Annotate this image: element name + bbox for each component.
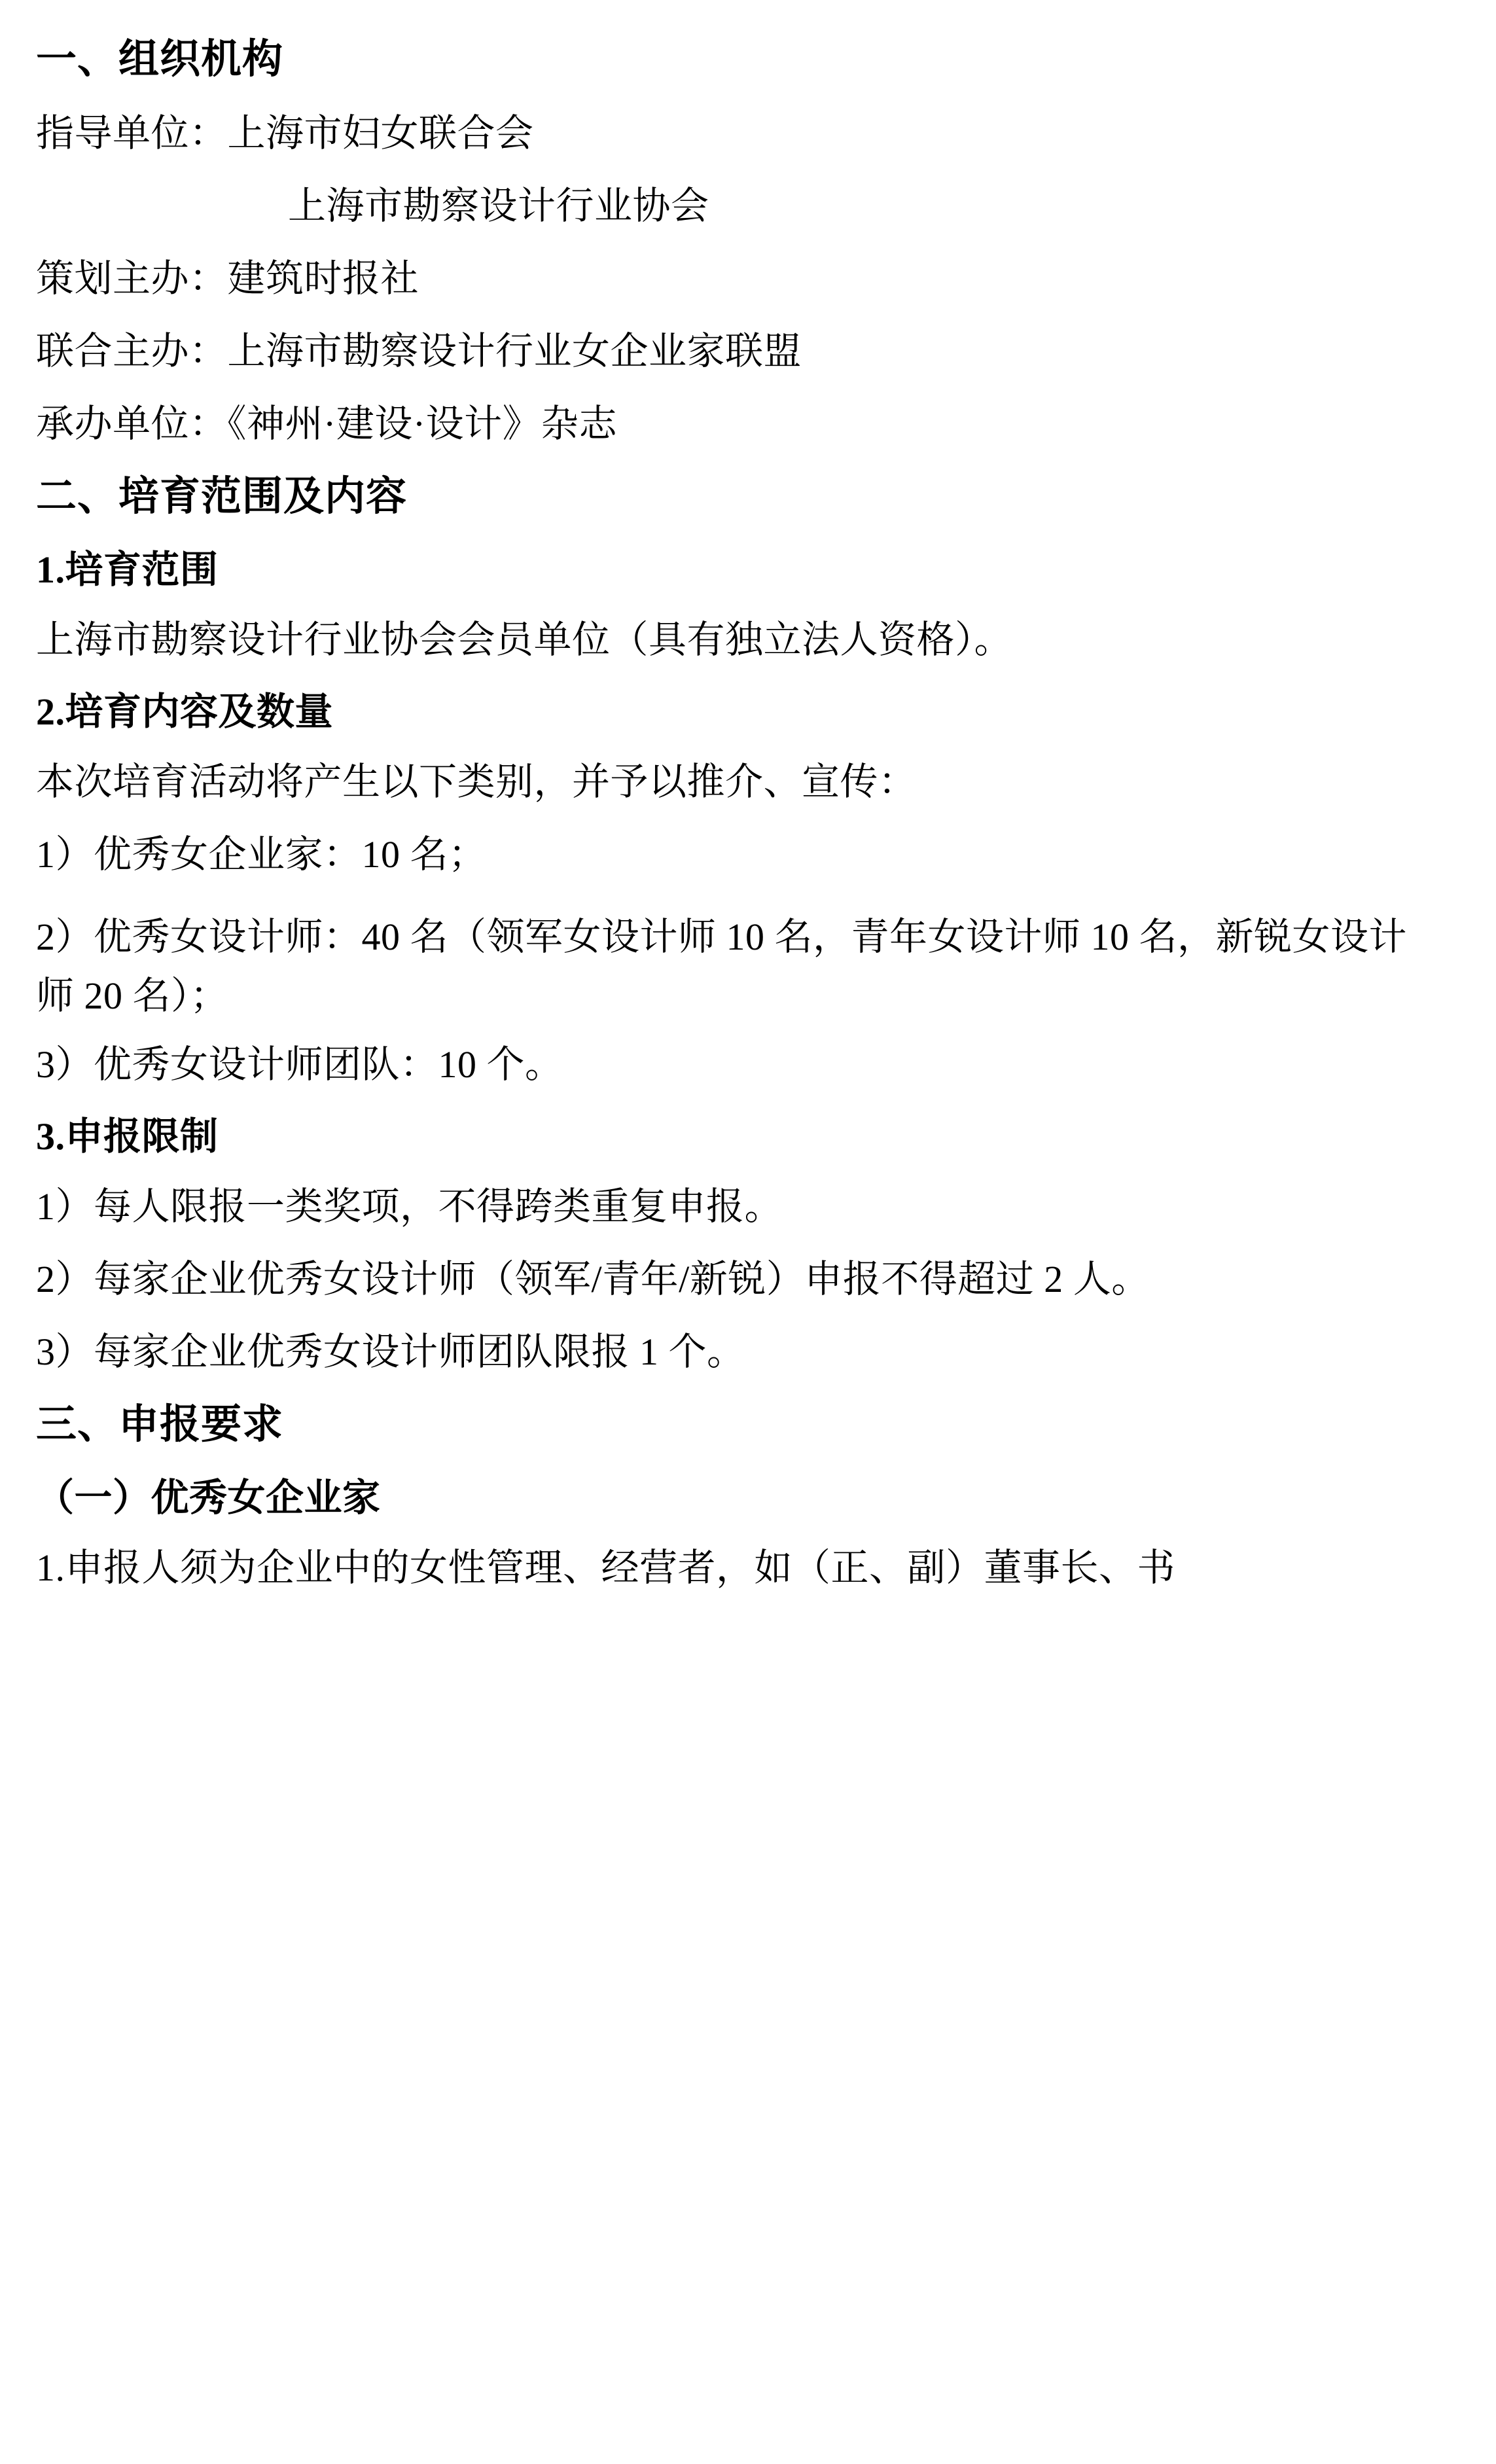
subsection-heading-outstanding-female-entrepreneur: （一）优秀女企业家 (36, 1476, 381, 1520)
list-item-team-quota: 3）优秀女设计师团队：10 个。 (36, 1043, 563, 1086)
list-item-limit-one-team: 3）每家企业优秀女设计师团队限报 1 个。 (36, 1330, 745, 1373)
paragraph-undertaking-unit: 承办单位：《神州·建设·设计》杂志 (36, 402, 618, 445)
list-item-limit-two-people: 2）每家企业优秀女设计师（领军/青年/新锐）申报不得超过 2 人。 (36, 1257, 1150, 1300)
list-item-designer-quota: 2）优秀女设计师：40 名（领军女设计师 10 名，青年女设计师 10 名，新锐女设计师 20 名）； (36, 916, 1408, 1018)
paragraph-guidance-unit-second: 上海市勘察设计行业协会 (288, 184, 709, 227)
subsection-heading-scope: 1.培育范围 (36, 548, 219, 592)
subsection-heading-content-and-quantity: 2.培育内容及数量 (36, 690, 334, 734)
list-item-limit-one-category: 1）每人限报一类奖项，不得跨类重复申报。 (36, 1185, 783, 1228)
section-heading-application-requirements: 三、申报要求 (36, 1402, 284, 1448)
paragraph-entrepreneur-requirement-1: 1.申报人须为企业中的女性管理、经营者，如（正、副）董事长、书 (36, 1548, 1176, 1589)
list-item-entrepreneur-quota: 1）优秀女企业家：10 名； (36, 833, 487, 876)
paragraph-planning-organizer: 策划主办：建筑时报社 (36, 257, 419, 300)
paragraph-guidance-unit: 指导单位：上海市妇女联合会 (36, 112, 534, 154)
paragraph-scope-detail: 上海市勘察设计行业协会会员单位（具有独立法人资格）。 (36, 618, 1013, 662)
subsection-heading-application-limits: 3.申报限制 (36, 1115, 219, 1158)
section-heading-scope-and-content: 二、培育范围及内容 (36, 474, 408, 520)
document-body (36, 39, 1437, 1588)
section-heading-organization: 一、组织机构 (36, 37, 284, 82)
paragraph-content-intro: 本次培育活动将产生以下类别，并予以推介、宣传： (36, 760, 917, 804)
paragraph-joint-organizer: 联合主办：上海市勘察设计行业女企业家联盟 (36, 329, 802, 372)
